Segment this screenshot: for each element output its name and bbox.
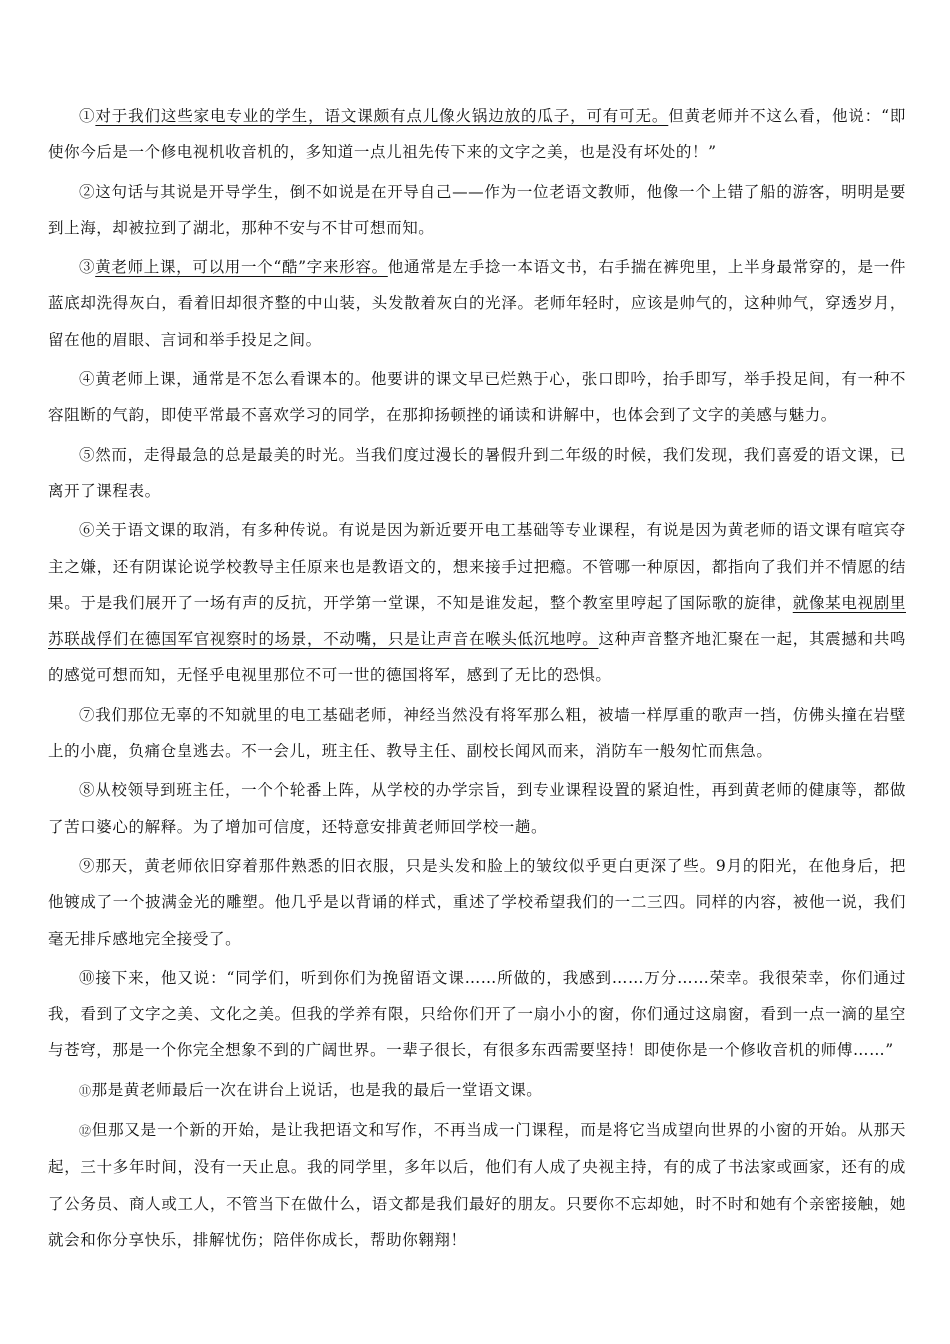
document-page <box>48 98 906 1261</box>
paragraph-text: 关于语文课的取消，有多种传说。有说是因为新近要开电工基础等专业课程，有说是因为黄老师的语文课有喧宾夺主之嫌，还有阴谋论说学校教导主任原来也是教语文的，想来接手过把瘾。不管哪一种原因，都指向了我们并不情愿的结果。于是我们展开了一场有声的反抗，开学第一堂课，不知是谁发起，整个教室里哼起了国际歌的旋律， <box>48 521 906 612</box>
paragraph-number: ① <box>79 107 96 125</box>
paragraph-9 <box>48 848 906 957</box>
paragraph-number: ② <box>79 182 96 201</box>
paragraph-number: ⑥ <box>79 521 96 540</box>
paragraph-number: ③ <box>79 258 96 277</box>
paragraph-number: ⑤ <box>79 445 96 464</box>
paragraph-number: ⑩ <box>79 968 96 987</box>
paragraph-text: 接下来，他又说：“同学们，听到你们为挽留语文课……所做的，我感到……万分……荣幸。我很荣幸，你们通过我，看到了文字之美、文化之美。但我的学养有限，只给你们开了一扇小小的窗，你们通过这扇窗，看到一点一滴的星空与苍穹，那是一个你完全想象不到的广阔世界。一辈子很长，有很多东西需要坚持！即使你是一个修收音机的师傅……” <box>48 968 906 1060</box>
paragraph-3 <box>48 249 906 358</box>
paragraph-text: 那天，黄老师依旧穿着那件熟悉的旧衣服，只是头发和脸上的皱纹似乎更白更深了些。9月的阳光，在他身后，把他镀成了一个披满金光的雕塑。他几乎是以背诵的样式，重述了学校希望我们的一二三四。同样的内容，被他一说，我们毫无排斥感地完全接受了。 <box>48 856 906 948</box>
paragraph-text: 但那又是一个新的开始，是让我把语文和写作，不再当成一门课程，而是将它当成望向世界的小窗的开始。从那天起，三十多年时间，没有一天止息。我的同学里，多年以后，他们有人成了央视主持，有的成了书法家或画家，还有的成了公务员、商人或工人，不管当下在做什么，语文都是我们最好的朋友。只要你不忘却她，时不时和她有个亲密接触，她就会和你分享快乐，排解忧伤；陪伴你成长，帮助你翱翔！ <box>48 1121 906 1249</box>
paragraph-text: 然而，走得最急的总是最美的时光。当我们度过漫长的暑假升到二年级的时候，我们发现，我们喜爱的语文课，已离开了课程表。 <box>48 445 906 500</box>
paragraph-5 <box>48 437 906 510</box>
paragraph-text: 那是黄老师最后一次在讲台上说话，也是我的最后一堂语文课。 <box>91 1080 543 1099</box>
paragraph-1 <box>48 98 906 171</box>
paragraph-number: ⑫ <box>79 1124 92 1139</box>
paragraph-text: 这种声音整齐地汇聚在一起，其震撼和共鸣的感觉可想而知，无怪乎电视里那位不可一世的德国将军，感到了无比的恐惧。 <box>48 630 906 685</box>
paragraph-number: ⑦ <box>79 705 96 724</box>
paragraph-number: ⑪ <box>79 1083 92 1098</box>
paragraph-number: ④ <box>79 370 96 389</box>
underlined-sentence: 对于我们这些家电专业的学生，语文课颇有点儿像火锅边放的瓜子，可有可无。 <box>95 107 669 125</box>
paragraph-10 <box>48 960 906 1069</box>
paragraph-text: 我们那位无辜的不知就里的电工基础老师，神经当然没有将军那么粗，被墙一样厚重的歌声一挡，仿佛头撞在岩壁上的小鹿，负痛仓皇逃去。不一会儿，班主任、教导主任、副校长闻风而来，消防车一般匆忙而焦急。 <box>48 705 906 761</box>
paragraph-6 <box>48 512 906 693</box>
paragraph-4 <box>48 361 906 434</box>
paragraph-7 <box>48 697 906 770</box>
paragraph-12 <box>48 1112 906 1258</box>
paragraph-text: 他通常是左手捻一本语文书，右手揣在裤兜里，上半身最常穿的，是一件蓝底却洗得灰白，看着旧却很齐整的中山装，头发散着灰白的光泽。老师年轻时，应该是帅气的，这种帅气，穿透岁月，留在他的眉眼、言词和举手投足之间。 <box>48 258 907 349</box>
underlined-sentence: 黄老师上课，可以用一个“酷”字来形容。 <box>95 258 388 277</box>
paragraph-2 <box>48 174 906 247</box>
underlined-sentence: 就像某电视剧里苏联战俘们在德国军官视察时的场景，不动嘴，只是让声音在喉头低沉地哼。 <box>48 593 906 649</box>
paragraph-number: ⑧ <box>79 781 96 800</box>
paragraph-text: 从校领导到班主任，一个个轮番上阵，从学校的办学宗旨，到专业课程设置的紧迫性，再到黄老师的健康等，都做了苦口婆心的解释。为了增加可信度，还特意安排黄老师回学校一趟。 <box>48 781 906 836</box>
paragraph-11 <box>48 1072 906 1109</box>
paragraph-number: ⑨ <box>79 856 96 875</box>
paragraph-text: 这句话与其说是开导学生，倒不如说是在开导自己——作为一位老语文教师，他像一个上错了船的游客，明明是要到上海，却被拉到了湖北，那种不安与不甘可想而知。 <box>48 182 906 237</box>
paragraph-8 <box>48 772 906 845</box>
paragraph-text: 黄老师上课，通常是不怎么看课本的。他要讲的课文早已烂熟于心，张口即吟，抬手即写，举手投足间，有一种不容阻断的气韵，即使平常最不喜欢学习的同学，在那抑扬顿挫的诵读和讲解中，也体会到了文字的美感与魅力。 <box>48 370 906 425</box>
paragraph-text: 但黄老师并不这么看，他说：“即使你今后是一个修电视机收音机的，多知道一点儿祖先传下来的文字之美，也是没有坏处的！” <box>48 107 906 162</box>
